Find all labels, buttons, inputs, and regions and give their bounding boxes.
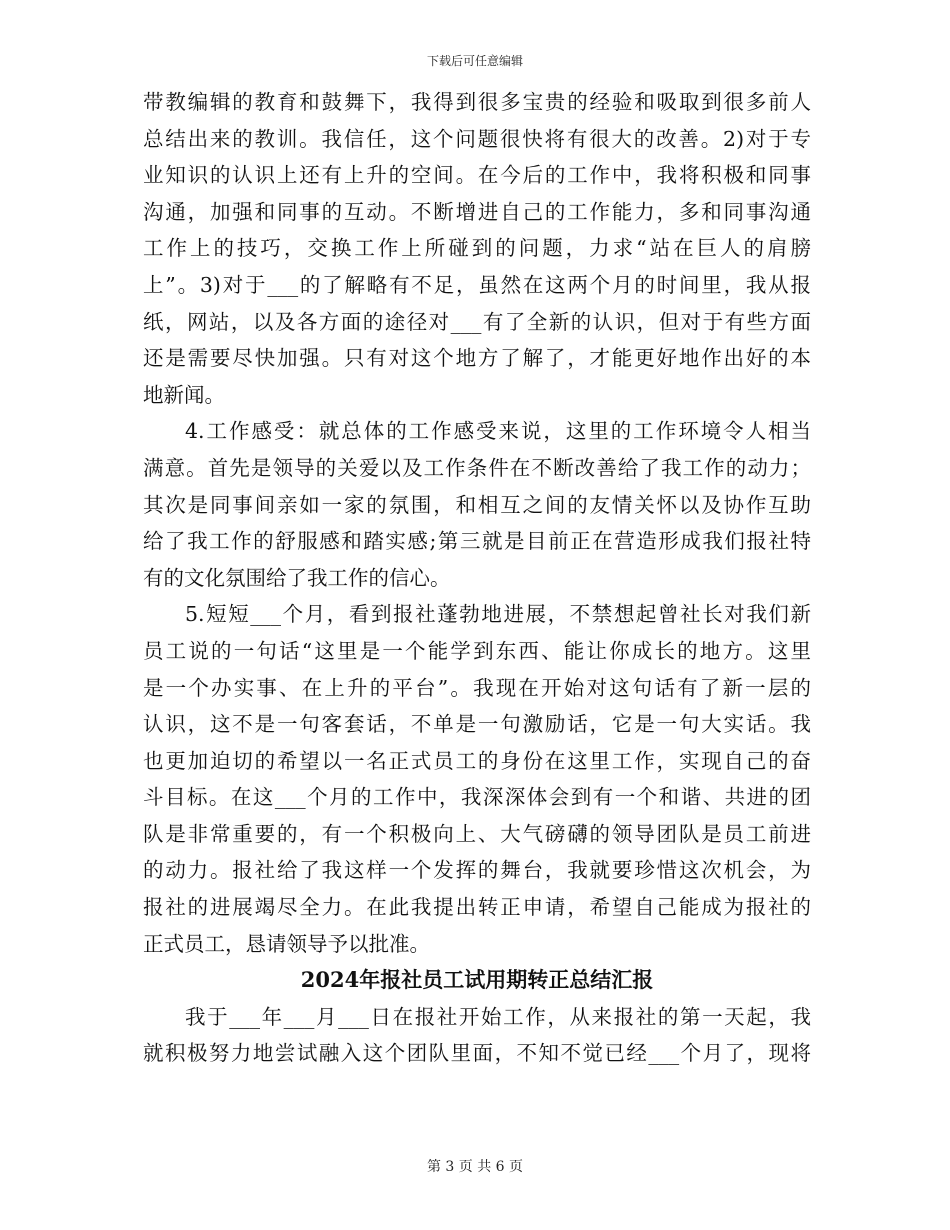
text-line: 沟通，加强和同事的互动。不断增进自己的工作能力，多和同事沟通 <box>143 199 811 224</box>
page-header-note: 下载后可任意编辑 <box>426 54 523 68</box>
text-line: 5.短短___个月，看到报社蓬勃地进展，不禁想起曾社长对我们新 <box>185 602 811 627</box>
text-line: 报社的进展竭尽全力。在此我提出转正申请，希望自己能成为报社的 <box>143 895 811 920</box>
text-line: 正式员工，恳请领导予以批准。 <box>143 931 430 956</box>
text-line: 给了我工作的舒服感和踏实感;第三就是目前正在营造形成我们报社特 <box>143 529 811 554</box>
text-line: 其次是同事间亲如一家的氛围，和相互之间的友情关怀以及协作互助 <box>143 492 811 517</box>
text-line: 上”。3)对于___的了解略有不足，虽然在这两个月的时间里，我从报 <box>143 272 811 297</box>
text-line: 有的文化氛围给了我工作的信心。 <box>143 565 451 590</box>
text-line: 认识，这不是一句客套话，不单是一句激励话，它是一句大实话。我 <box>143 712 811 737</box>
text-line: 满意。首先是领导的关爱以及工作条件在不断改善给了我工作的动力； <box>143 455 811 480</box>
text-line: 工作上的技巧，交换工作上所碰到的问题，力求“站在巨人的肩膀 <box>143 236 811 261</box>
paragraph-conclusion <box>143 596 811 962</box>
page-number: 第 3 页 共 6 页 <box>426 1159 524 1175</box>
document-body <box>143 84 811 1072</box>
text-line: 员工说的一句话“这里是一个能学到东西、能让你成长的地方。这里 <box>143 638 811 663</box>
text-line: 斗目标。在这___个月的工作中，我深深体会到有一个和谐、共进的团 <box>143 785 811 810</box>
text-line: 还是需要尽快加强。只有对这个地方了解了，才能更好地作出好的本 <box>143 346 811 371</box>
text-line: 4.工作感受：就总体的工作感受来说，这里的工作环境令人相当 <box>185 419 811 444</box>
paragraph-intro <box>143 999 811 1072</box>
text-line: 地新闻。 <box>143 382 225 407</box>
text-line: 总结出来的教训。我信任，这个问题很快将有很大的改善。2)对于专 <box>143 126 811 151</box>
text-line: 是一个办实事、在上升的平台”。我现在开始对这句话有了新一层的 <box>143 675 811 700</box>
text-line: 就积极努力地尝试融入这个团队里面，不知不觉已经___个月了，现将 <box>143 1041 811 1066</box>
text-line: 纸，网站，以及各方面的途径对___有了全新的认识，但对于有些方面 <box>143 309 811 334</box>
text-line: 业知识的认识上还有上升的空间。在今后的工作中，我将积极和同事 <box>143 163 811 188</box>
paragraph-continuation <box>143 84 811 413</box>
text-line: 带教编辑的教育和鼓舞下，我得到很多宝贵的经验和吸取到很多前人 <box>143 90 811 114</box>
section-title: 2024年报社员工试用期转正总结汇报 <box>300 967 654 993</box>
text-line: 我于___年___月___日在报社开始工作，从来报社的第一天起，我 <box>185 1004 811 1029</box>
text-line: 也更加迫切的希望以一名正式员工的身份在这里工作，实现自己的奋 <box>143 748 811 773</box>
text-line: 队是非常重要的，有一个积极向上、大气磅礴的领导团队是员工前进 <box>143 821 811 846</box>
paragraph-work-feelings <box>143 413 811 596</box>
text-line: 的动力。报社给了我这样一个发挥的舞台，我就要珍惜这次机会，为 <box>143 858 811 883</box>
